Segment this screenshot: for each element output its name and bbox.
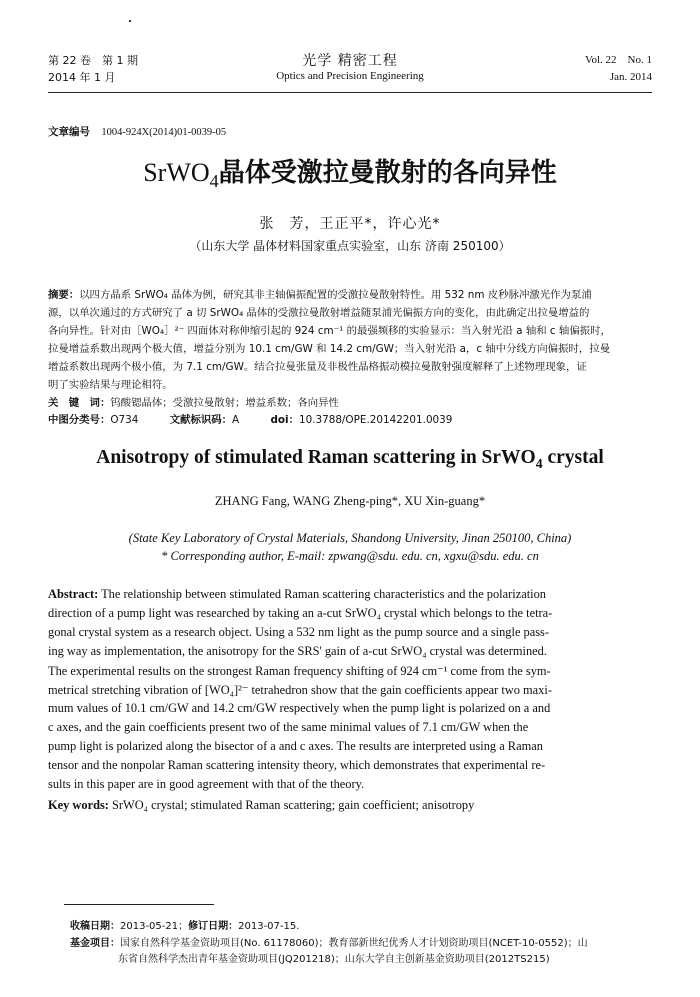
affiliation-en-line: (State Key Laboratory of Crystal Materials, Shandong University, Jinan 250100, China) (128, 531, 572, 545)
article-number-label: 文章编号 (48, 126, 90, 138)
abstract-en-line: metrical stretching vibration of [WO₄]²⁻ tetrahedron show that the gain coefficients appear two maxi- (48, 683, 552, 697)
abstract-en-line: ing way as implementation, the anisotropy for the SRS' gain of a-cut SrWO₄ crystal was determined. (48, 644, 547, 658)
authors-cn: 张 芳，王正平*，许心光* (259, 216, 441, 232)
title-en (0, 447, 700, 472)
title-en-suffix: crystal (542, 447, 604, 468)
abstract-cn-line: 拉曼增益系数出现两个极大值，增益分别为 10.1 cm/GW 和 14.2 cm/GW；当入射光沿 a，c 轴中分线方向偏振时，拉曼 (48, 343, 611, 355)
abstract-cn-line: 源，以单次通过的方式研究了 a 切 SrWO₄ 晶体的受激拉曼散射增益随泵浦光偏振方向的变化，由此确定出拉曼增益的 (48, 307, 590, 319)
clc-value: O734 (110, 414, 139, 426)
fund-label: 基金项目： (70, 938, 120, 949)
keywords-en (48, 798, 656, 813)
footnote-rule (64, 904, 214, 905)
abstract-en-line: pump light is polarized along the bisector of a and c axes. The results are interpreted using a Raman (48, 739, 543, 753)
abstract-en-line: direction of a pump light was researched by taking an a-cut SrWO₄ crystal which belongs to the tetra- (48, 606, 553, 620)
keywords-en-label: Key words: (48, 798, 109, 812)
abstract-en-line: gonal crystal system as a research object. Using a 532 nm light as the pump source and a single pass- (48, 625, 550, 639)
authors-en: ZHANG Fang, WANG Zheng-ping*, XU Xin-guang* (214, 494, 486, 508)
title-en-sub: 4 (535, 455, 543, 471)
title-cn-formula: SrWO (143, 158, 210, 187)
keywords-cn-value: 钨酸锶晶体；受激拉曼散射；增益系数；各向异性 (110, 397, 339, 409)
affiliation-en-line: * Corresponding author, E-mail: zpwang@sdu. edu. cn, xgxu@sdu. edu. cn (161, 549, 539, 563)
abstract-cn-line: 摘要：以四方晶系 SrWO₄ 晶体为例，研究其非主轴偏振配置的受激拉曼散射特性。用 532 nm 皮秒脉冲激光作为泵浦 (48, 289, 592, 301)
keywords-cn-label: 关 键 词： (48, 397, 111, 409)
doi-label: doi： (270, 414, 299, 426)
doc-code-label: 文献标识码： (169, 414, 233, 426)
fund-line-1: 国家自然科学基金资助项目(No. 61178060)；教育部新世纪优秀人才计划资助项目(NCET-10-0552)；山 (120, 938, 588, 949)
footnote-fund (70, 934, 656, 949)
header-volume-en: Vol. 22 No. 1 (584, 54, 652, 66)
revised-label: 修订日期： (188, 921, 239, 932)
fund-line-2: 东省自然科学杰出青年基金资助项目(JQ201218)；山东大学自主创新基金资助项目(2012TS215) (118, 954, 550, 965)
abstract-en-line: Abstract: The relationship between stimulated Raman scattering characteristics and the polarization (48, 587, 546, 601)
received-label: 收稿日期： (70, 921, 120, 932)
keywords-en-value: SrWO₄ crystal; stimulated Raman scattering; gain coefficient; anisotropy (108, 798, 475, 812)
abstract-cn-line: 各向异性。针对由［WO₄］²⁻ 四面体对称伸缩引起的 924 cm⁻¹ 的最强频移的实验显示：当入射光沿 a 轴和 c 轴偏振时， (48, 325, 611, 337)
affiliation-cn: （山东大学 晶体材料国家重点实验室，山东 济南 250100） (189, 239, 511, 253)
revised-value: 2013-07-15. (238, 921, 300, 932)
doc-code-value: A (232, 414, 240, 426)
header-date-en: Jan. 2014 (609, 71, 652, 83)
header-volume-cn: 第 22 卷 第 1 期 (48, 54, 138, 67)
print-dot (129, 20, 131, 22)
abstract-cn-label: 摘要： (48, 289, 80, 301)
header-journal-cn: 光学 精密工程 (302, 53, 398, 69)
title-cn-formula-sub: 4 (209, 171, 219, 192)
abstract-en-line: c axes, and the gain coefficients present two of the same minimal values of 7.1 cm/GW when the (48, 720, 529, 734)
abstract-en-line: tensor and the nonpolar Raman scattering intensity theory, which demonstrates that experimental re- (48, 758, 546, 772)
footnote-dates (70, 917, 299, 932)
received-value: 2013-05-21； (120, 921, 189, 932)
title-cn-text: 晶体受激拉曼散射的各向异性 (218, 158, 557, 188)
keywords-cn (48, 394, 654, 409)
abstract-en-line: The experimental results on the strongest Raman frequency shifting of 924 cm⁻¹ come from the sym- (48, 664, 551, 678)
abstract-en-line: mum values of 10.1 cm/GW and 14.2 cm/GW respectively when the pump light is polarized on a and (48, 701, 551, 715)
clc-label: 中图分类号： (48, 414, 111, 426)
header-journal-en: Optics and Precision Engineering (276, 70, 424, 82)
header-rule (48, 92, 652, 93)
title-en-text: Anisotropy of stimulated Raman scattering in SrWO (96, 447, 536, 468)
abstract-en-label: Abstract: (48, 587, 99, 601)
header-date-cn: 2014 年 1 月 (48, 71, 116, 84)
classification-line (48, 411, 654, 426)
abstract-cn-line: 增益系数出现两个极小值，为 7.1 cm/GW。结合拉曼张量及非极性晶格振动模拉曼散射强度解释了上述物理现象，证 (48, 361, 587, 373)
title-cn (0, 152, 700, 192)
article-number (48, 124, 226, 139)
doi-value: 10.3788/OPE.20142201.0039 (298, 414, 453, 426)
article-number-value: 1004-924X(2014)01-0039-05 (101, 127, 227, 138)
abstract-cn-line: 明了实验结果与理论相符。 (48, 379, 173, 391)
abstract-en-line: sults in this paper are in good agreement with that of the theory. (48, 777, 365, 791)
